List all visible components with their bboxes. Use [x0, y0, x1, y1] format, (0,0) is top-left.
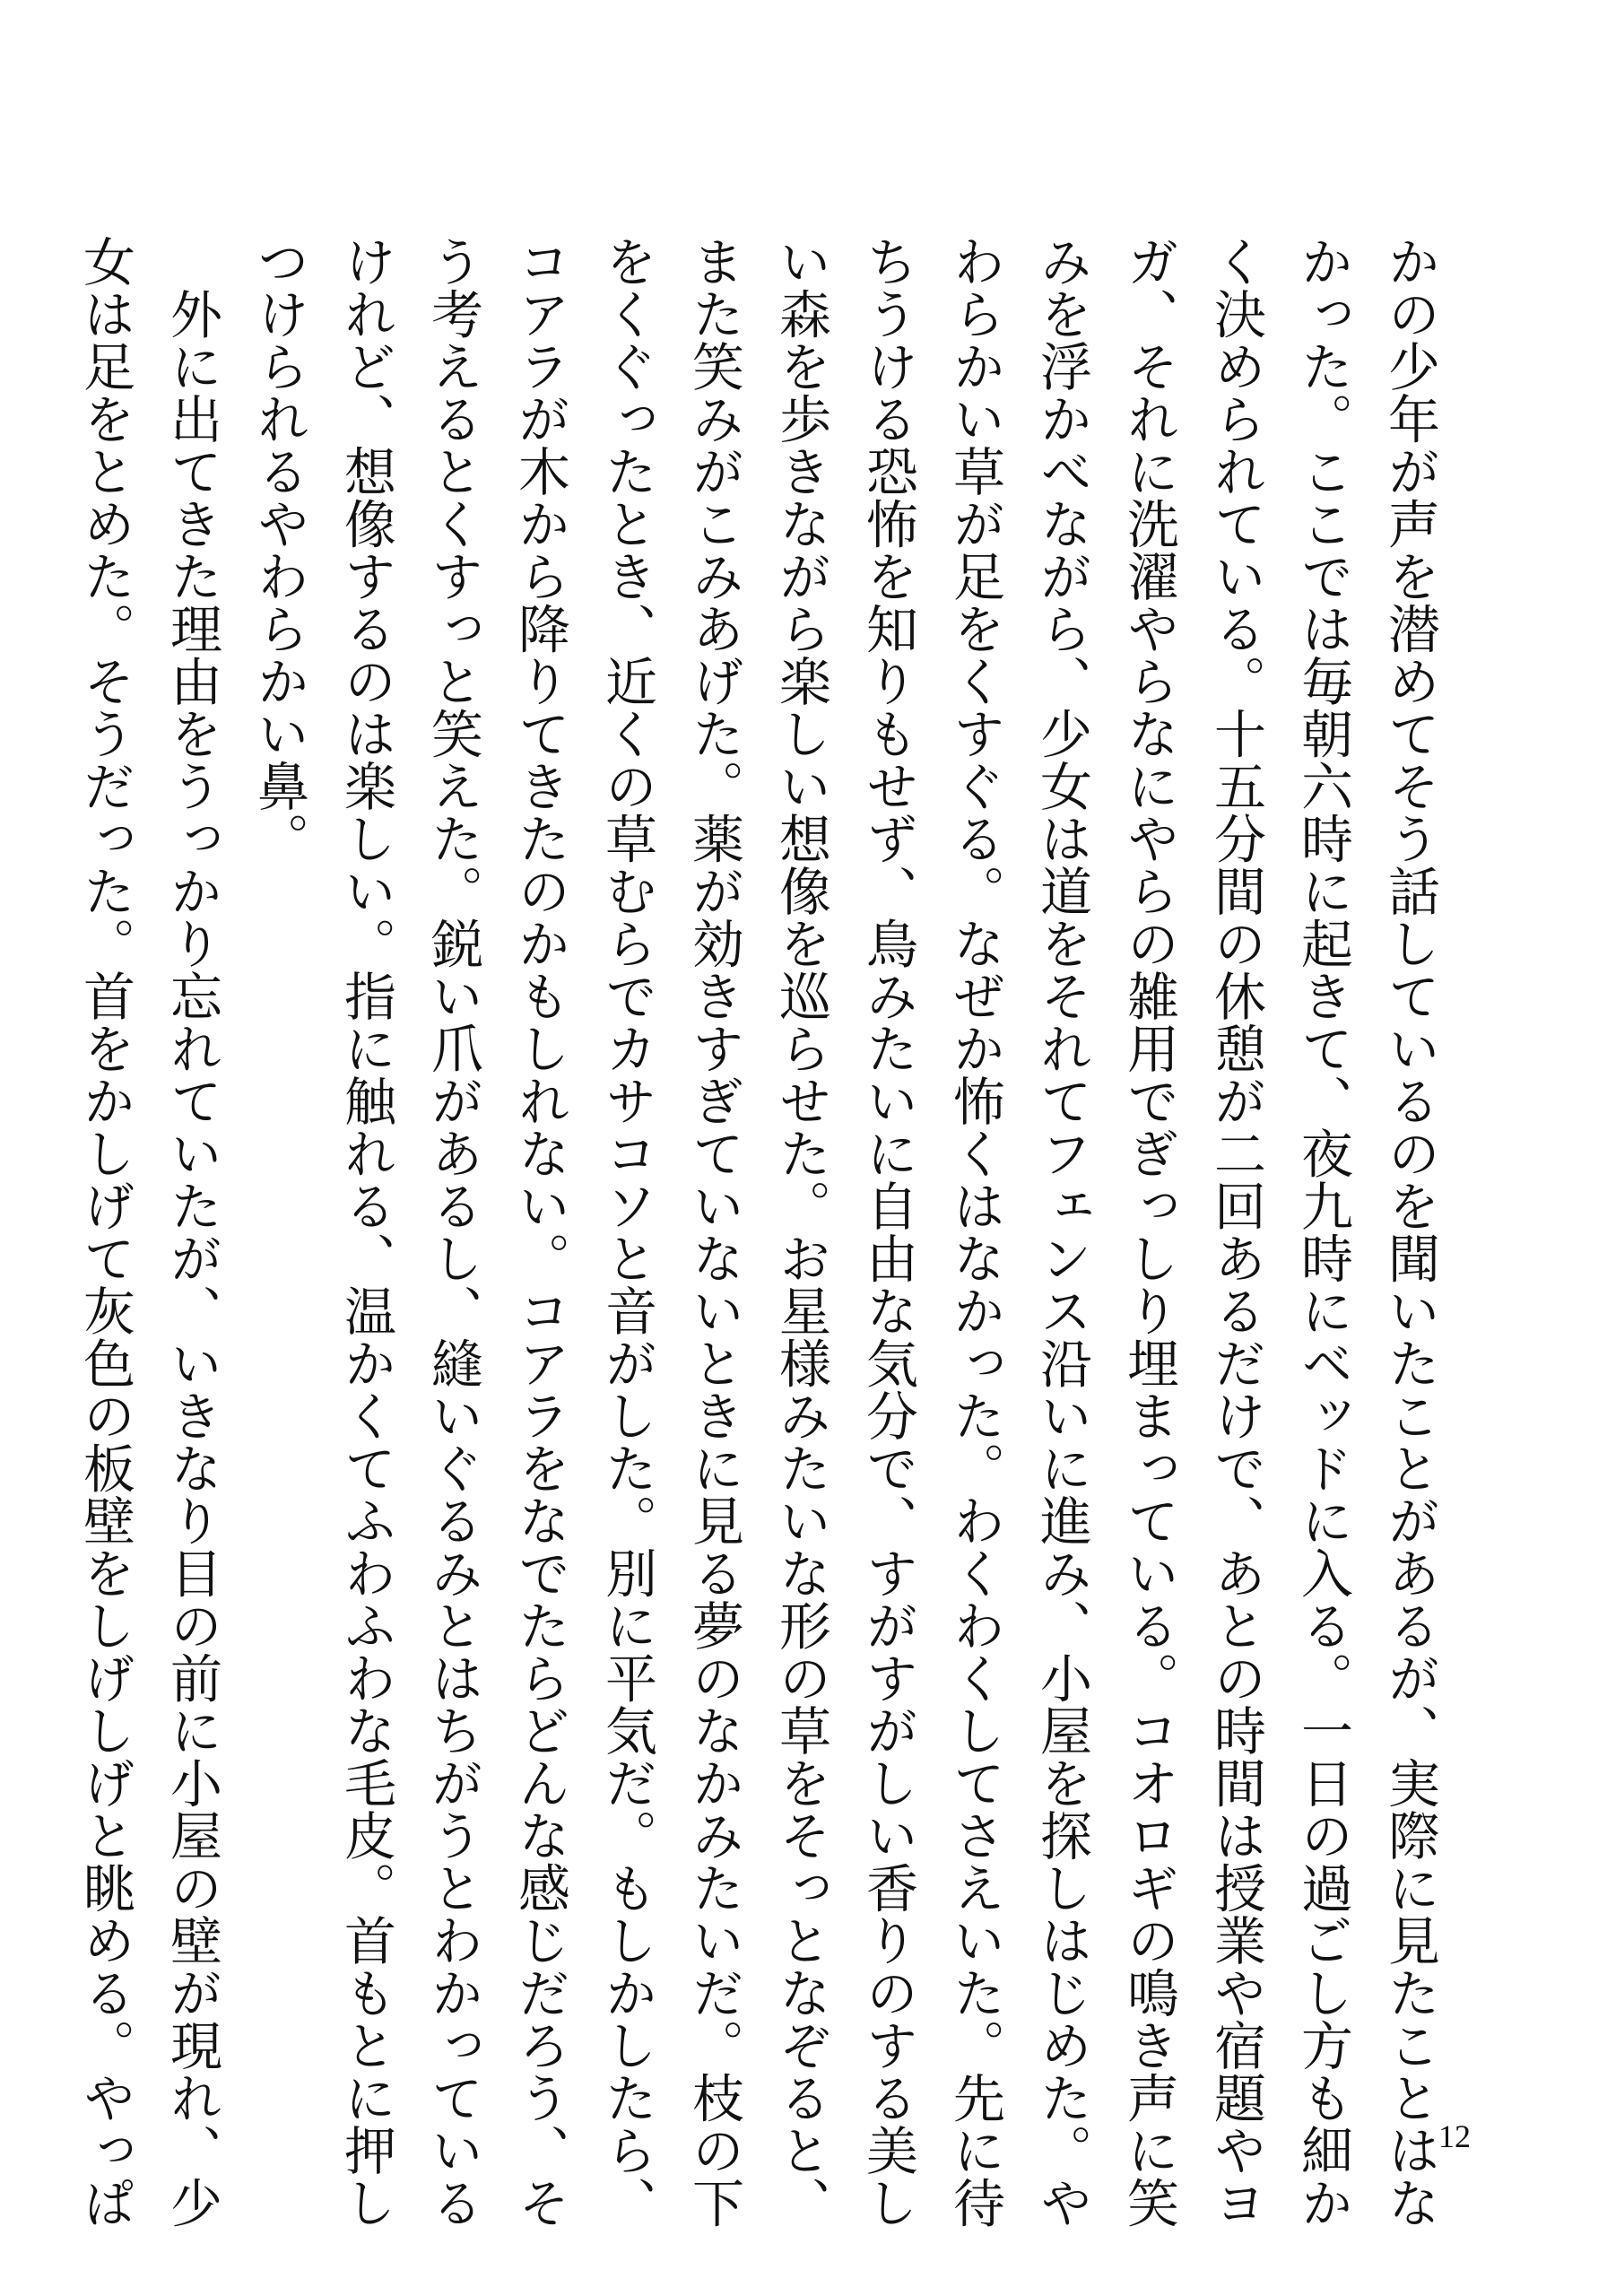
- text-line: く決められている。十五分間の休憩が二回あるだけで、あとの時間は授業や宿題やヨ: [1205, 235, 1266, 2229]
- text-line: かった。ここでは毎朝六時に起きて、夜九時にベッドに入る。一日の過ごし方も細か: [1292, 235, 1353, 2229]
- text-line: また笑みがこみあげた。薬が効きすぎていないときに見る夢のなかみたいだ。枝の下: [683, 235, 744, 2229]
- text-line: けれど、想像するのは楽しい。指に触れる、温かくてふわふわな毛皮。首もとに押し: [335, 235, 396, 2229]
- text-line: コアラが木から降りてきたのかもしれない。コアラをなでたらどんな感じだろう、そ: [509, 235, 570, 2229]
- text-line: い森を歩きながら楽しい想像を巡らせた。お星様みたいな形の草をそっとなぞると、: [770, 235, 831, 2229]
- text-line: ガ、それに洗濯やらなにやらの雑用でぎっしり埋まっている。コオロギの鳴き声に笑: [1118, 235, 1179, 2229]
- text-line: わらかい草が足をくすぐる。なぜか怖くはなかった。わくわくしてさえいた。先に待: [944, 235, 1005, 2229]
- text-line: つけられるやわらかい鼻。: [248, 235, 309, 865]
- text-line: 女は足をとめた。そうだった。首をかしげて灰色の板壁をしげしげと眺める。やっぱ: [74, 235, 135, 2229]
- vertical-text-body: [74, 235, 1453, 2229]
- text-line: みを浮かべながら、少女は道をそれてフェンス沿いに進み、小屋を探しはじめた。や: [1031, 235, 1092, 2229]
- text-line: ちうける恐怖を知りもせず、鳥みたいに自由な気分で、すがすがしい香りのする美し: [857, 235, 918, 2229]
- text-line: かの少年が声を潜めてそう話しているのを聞いたことがあるが、実際に見たことはな: [1379, 235, 1440, 2229]
- page-number: 12: [1438, 2118, 1471, 2154]
- text-line: をくぐったとき、近くの草むらでカサコソと音がした。別に平気だ。もしかしたら、: [596, 235, 657, 2229]
- text-line: 外に出てきた理由をうっかり忘れていたが、いきなり目の前に小屋の壁が現れ、少: [161, 235, 222, 2229]
- text-line: う考えるとくすっと笑えた。鋭い爪があるし、縫いぐるみとはちがうとわかっている: [422, 235, 483, 2229]
